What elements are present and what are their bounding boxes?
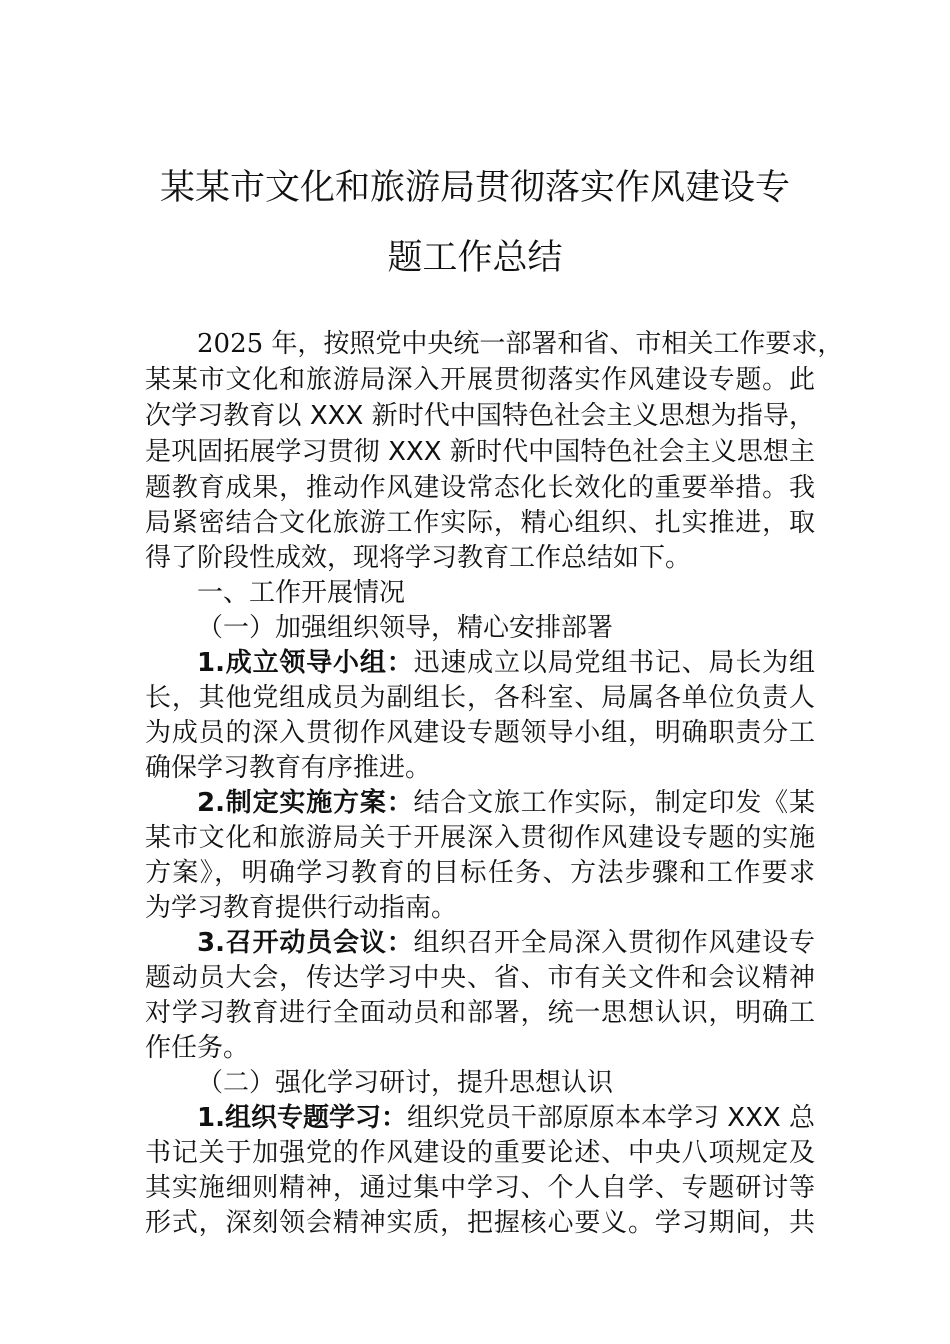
intro-line-7: 得了阶段性成效，现将学习教育工作总结如下。 (145, 543, 692, 573)
item-2-line-4: 为学习教育提供行动指南。 (145, 893, 458, 923)
sub2-item-1-line-4: 形式，深刻领会精神实质，把握核心要义。学习期间，共 (145, 1208, 815, 1238)
item-1-line-1 (145, 645, 815, 681)
intro-line-2: 某某市文化和旅游局深入开展贯彻落实作风建设专题。此 (145, 365, 815, 395)
item-3-line-1 (145, 925, 815, 961)
sub2-item-1-line-3: 其实施细则精神，通过集中学习、个人自学、专题研讨等 (145, 1173, 815, 1203)
sub2-item-1-text-1: 组织党员干部原原本本学习 XXX 总 (407, 1103, 816, 1133)
subsection-heading-1: （一）加强组织领导，精心安排部署 (197, 613, 614, 643)
item-3-line-2: 题动员大会，传达学习中央、省、市有关文件和会议精神 (145, 963, 815, 993)
item-2-line-2: 某市文化和旅游局关于开展深入贯彻作风建设专题的实施 (145, 823, 815, 853)
intro-text-1: 年，按照党中央统一部署和省、市相关工作要求， (263, 329, 844, 359)
item-2-line-1 (145, 785, 815, 821)
sub2-item-1-line-2: 书记关于加强党的作风建设的重要论述、中央八项规定及 (145, 1138, 815, 1168)
sub2-item-1-line-1 (145, 1100, 815, 1136)
item-1-line-4: 确保学习教育有序推进。 (145, 753, 432, 783)
intro-line-3: 次学习教育以 XXX 新时代中国特色社会主义思想为指导， (145, 401, 815, 431)
item-3-label: 3.召开动员会议： (197, 928, 414, 958)
intro-line-6: 局紧密结合文化旅游工作实际，精心组织、扎实推进，取 (145, 508, 815, 538)
sub2-item-1-label: 1.组织专题学习： (197, 1103, 407, 1133)
item-1-label: 1.成立领导小组： (197, 648, 414, 678)
intro-line-5: 题教育成果，推动作风建设常态化长效化的重要举措。我 (145, 473, 815, 503)
intro-year: 2025 (197, 329, 264, 359)
section-heading-1: 一、工作开展情况 (197, 578, 406, 608)
item-2-line-3: 方案》，明确学习教育的目标任务、方法步骤和工作要求 (145, 858, 815, 888)
subsection-heading-2: （二）强化学习研讨，提升思想认识 (197, 1068, 614, 1098)
intro-line-4: 是巩固拓展学习贯彻 XXX 新时代中国特色社会主义思想主 (145, 437, 815, 467)
intro-line-1 (145, 326, 844, 362)
item-3-line-4: 作任务。 (145, 1033, 250, 1063)
item-2-text-1: 结合文旅工作实际，制定印发《某 (413, 788, 815, 818)
item-1-line-2: 长，其他党组成员为副组长，各科室、局属各单位负责人 (145, 683, 815, 713)
item-2-label: 2.制定实施方案： (197, 788, 414, 818)
document-title-line-1: 某某市文化和旅游局贯彻落实作风建设专 (159, 168, 790, 208)
item-3-line-3: 对学习教育进行全面动员和部署，统一思想认识，明确工 (145, 998, 815, 1028)
item-3-text-1: 组织召开全局深入贯彻作风建设专 (413, 928, 815, 958)
item-1-text-1: 迅速成立以局党组书记、局长为组 (413, 648, 815, 678)
document-title-line-2: 题工作总结 (387, 238, 563, 278)
item-1-line-3: 为成员的深入贯彻作风建设专题领导小组，明确职责分工 (145, 718, 815, 748)
